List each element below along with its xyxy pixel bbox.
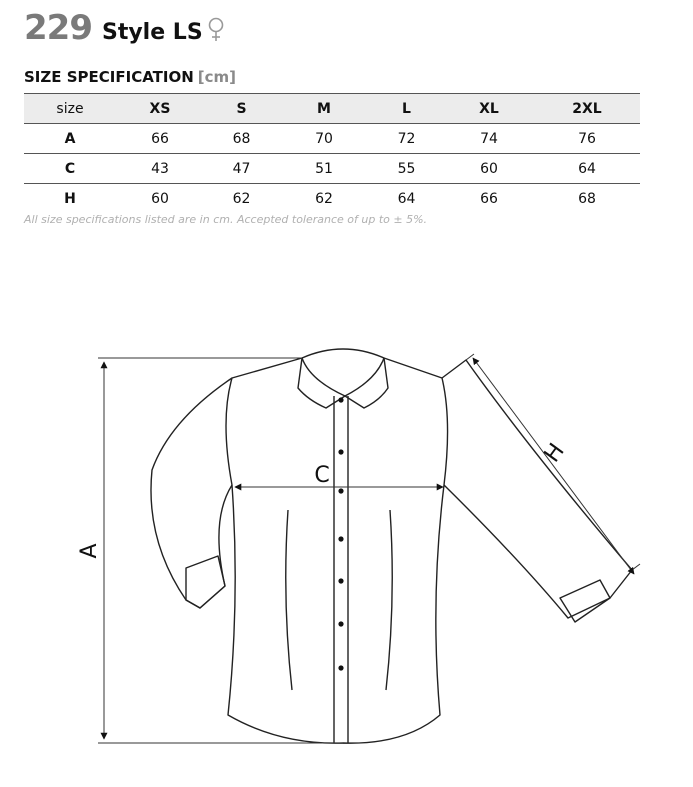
table-cell: 60 bbox=[151, 190, 169, 207]
size-spec-title bbox=[24, 68, 236, 86]
dimension-label-c: C bbox=[314, 463, 330, 488]
table-row bbox=[24, 124, 640, 154]
style-name: Style LS bbox=[101, 20, 203, 45]
table-cell: 68 bbox=[578, 190, 596, 207]
row-label-h: H bbox=[64, 190, 76, 207]
dimension-label-h: H bbox=[539, 439, 570, 468]
column-header-l: L bbox=[402, 100, 411, 117]
table-cell: 47 bbox=[232, 160, 251, 177]
table-cell: 70 bbox=[315, 130, 333, 147]
product-header bbox=[24, 8, 225, 52]
table-cell: 64 bbox=[578, 160, 596, 177]
row-label-c: C bbox=[64, 160, 76, 177]
table-cell: 64 bbox=[397, 190, 416, 207]
table-cell: 76 bbox=[578, 130, 596, 147]
column-header-s: S bbox=[236, 100, 247, 117]
table-cell: 55 bbox=[397, 160, 416, 177]
table-cell: 43 bbox=[151, 160, 169, 177]
table-cell: 66 bbox=[151, 130, 169, 147]
female-symbol-icon bbox=[207, 17, 225, 43]
dimension-h bbox=[466, 354, 640, 574]
table-cell: 62 bbox=[315, 190, 333, 207]
size-column-header: size bbox=[56, 100, 84, 117]
table-cell: 68 bbox=[232, 130, 251, 147]
size-spec-heading: SIZE SPECIFICATION bbox=[24, 68, 194, 86]
table-cell: 62 bbox=[232, 190, 251, 207]
dimension-a bbox=[98, 358, 343, 743]
table-row bbox=[24, 154, 640, 184]
tolerance-note: All size specifications listed are in cm. Accepted tolerance of up to ± 5%. bbox=[24, 213, 428, 226]
row-label-a: A bbox=[64, 130, 76, 147]
model-number: 229 bbox=[24, 8, 92, 48]
shirt-outline bbox=[151, 349, 632, 743]
size-table bbox=[24, 93, 640, 213]
table-cell: 51 bbox=[315, 160, 333, 177]
column-header-2xl: 2XL bbox=[572, 100, 602, 117]
dimension-label-a: A bbox=[77, 543, 102, 559]
table-cell: 66 bbox=[480, 190, 498, 207]
table-header-row bbox=[24, 94, 640, 124]
table-cell: 72 bbox=[397, 130, 416, 147]
table-cell: 60 bbox=[480, 160, 498, 177]
column-header-m: M bbox=[317, 100, 331, 117]
column-header-xs: XS bbox=[149, 100, 171, 117]
column-header-xl: XL bbox=[479, 100, 499, 117]
shirt-buttons bbox=[338, 397, 343, 670]
table-row bbox=[24, 184, 640, 214]
size-spec-unit: [cm] bbox=[197, 68, 236, 86]
table-cell: 74 bbox=[480, 130, 498, 147]
shirt-diagram bbox=[0, 330, 693, 760]
